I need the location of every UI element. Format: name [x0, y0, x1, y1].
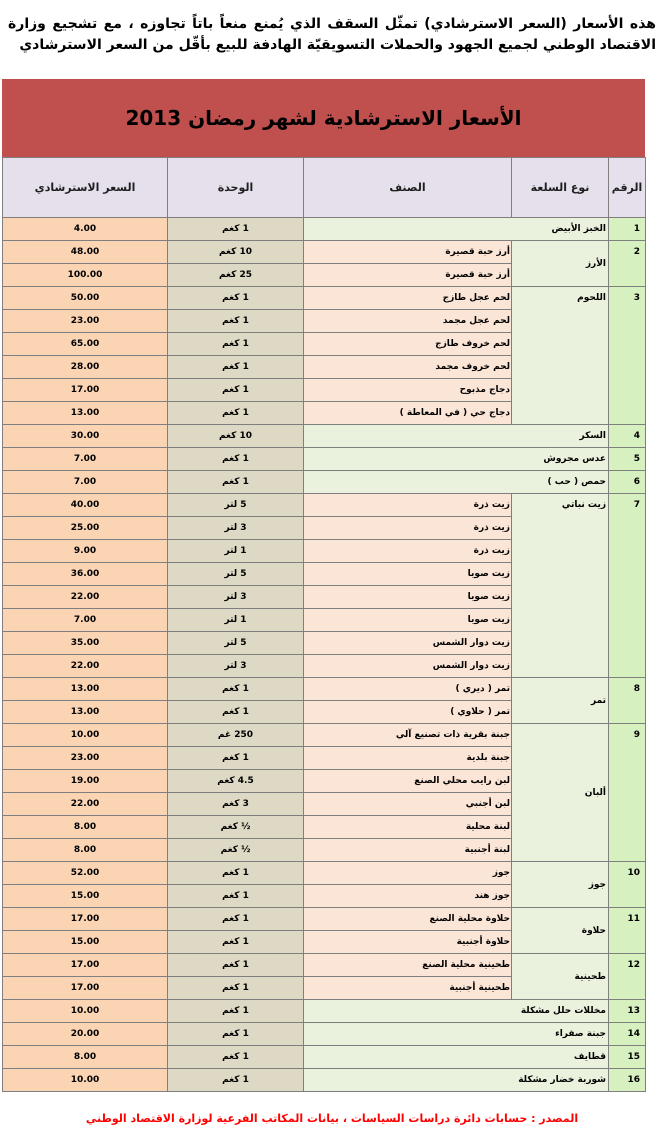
row-number: 15: [609, 1046, 646, 1069]
commodity-type: ألبان: [512, 724, 609, 862]
unit-cell: 1 كغم: [168, 218, 304, 241]
variety-cell: طحينية محلية الصنع: [304, 954, 512, 977]
price-cell: 8.00: [3, 816, 168, 839]
table-header-row: [3, 158, 646, 218]
variety-cell: طحينية أجنبية: [304, 977, 512, 1000]
price-cell: 50.00: [3, 287, 168, 310]
unit-cell: 1 كغم: [168, 678, 304, 701]
unit-cell: 5 لتر: [168, 563, 304, 586]
price-cell: 4.00: [3, 218, 168, 241]
price-cell: 65.00: [3, 333, 168, 356]
unit-cell: 10 كغم: [168, 425, 304, 448]
price-cell: 9.00: [3, 540, 168, 563]
price-cell: 23.00: [3, 310, 168, 333]
variety-cell: تمر ( ديري ): [304, 678, 512, 701]
variety-cell: لحم خروف مجمد: [304, 356, 512, 379]
price-cell: 36.00: [3, 563, 168, 586]
row-number: 2: [609, 241, 646, 287]
variety-cell: أرز حبة قصيرة: [304, 241, 512, 264]
page-title: الأسعار الاسترشادية لشهر رمضان 2013: [125, 106, 522, 130]
commodity-type: شوربة خضار مشكلة: [304, 1069, 609, 1092]
price-cell: 25.00: [3, 517, 168, 540]
row-number: 3: [609, 287, 646, 425]
unit-cell: 1 كغم: [168, 885, 304, 908]
variety-cell: زيت دوار الشمس: [304, 655, 512, 678]
row-number: 8: [609, 678, 646, 724]
price-cell: 8.00: [3, 1046, 168, 1069]
unit-cell: ½ كغم: [168, 816, 304, 839]
header-type: نوع السلعة: [512, 158, 609, 218]
unit-cell: 1 كغم: [168, 356, 304, 379]
unit-cell: 1 كغم: [168, 977, 304, 1000]
row-number: 14: [609, 1023, 646, 1046]
commodity-type: الخبز الأبيض: [304, 218, 609, 241]
unit-cell: 1 كغم: [168, 448, 304, 471]
source-note: المصدر : حسابات دائرة دراسات السياسات ، بيانات المكاتب الفرعية لوزارة الاقتصاد الوطني: [85, 1112, 579, 1125]
variety-cell: لبنة أجنبية: [304, 839, 512, 862]
price-cell: 13.00: [3, 678, 168, 701]
commodity-type: مخللات حلل مشكلة: [304, 1000, 609, 1023]
table-row: [3, 471, 646, 494]
commodity-type: طحينية: [512, 954, 609, 1000]
row-number: 12: [609, 954, 646, 1000]
row-number: 11: [609, 908, 646, 954]
price-cell: 22.00: [3, 655, 168, 678]
price-cell: 17.00: [3, 908, 168, 931]
price-cell: 10.00: [3, 1069, 168, 1092]
row-number: 6: [609, 471, 646, 494]
unit-cell: 1 كغم: [168, 1069, 304, 1092]
unit-cell: 250 غم: [168, 724, 304, 747]
header-price: السعر الاسترشادي: [3, 158, 168, 218]
price-cell: 15.00: [3, 931, 168, 954]
variety-cell: دجاج مذبوح: [304, 379, 512, 402]
unit-cell: 1 كغم: [168, 954, 304, 977]
unit-cell: 1 كغم: [168, 701, 304, 724]
unit-cell: 1 لتر: [168, 609, 304, 632]
price-cell: 52.00: [3, 862, 168, 885]
unit-cell: 1 كغم: [168, 1046, 304, 1069]
unit-cell: 25 كغم: [168, 264, 304, 287]
unit-cell: 3 كغم: [168, 793, 304, 816]
variety-cell: زيت صويا: [304, 563, 512, 586]
price-cell: 7.00: [3, 609, 168, 632]
variety-cell: زيت دوار الشمس: [304, 632, 512, 655]
price-cell: 100.00: [3, 264, 168, 287]
price-cell: 30.00: [3, 425, 168, 448]
unit-cell: 1 كغم: [168, 747, 304, 770]
commodity-type: قطايف: [304, 1046, 609, 1069]
price-cell: 22.00: [3, 586, 168, 609]
price-cell: 28.00: [3, 356, 168, 379]
commodity-type: حلاوة: [512, 908, 609, 954]
variety-cell: حلاوة أجنبية: [304, 931, 512, 954]
variety-cell: تمر ( حلاوي ): [304, 701, 512, 724]
commodity-type: تمر: [512, 678, 609, 724]
unit-cell: 1 كغم: [168, 1023, 304, 1046]
row-number: 7: [609, 494, 646, 678]
table-row: [3, 287, 646, 310]
price-cell: 17.00: [3, 379, 168, 402]
unit-cell: 1 كغم: [168, 379, 304, 402]
price-table: [2, 157, 646, 1092]
price-cell: 8.00: [3, 839, 168, 862]
variety-cell: زيت صويا: [304, 586, 512, 609]
commodity-type: عدس مجروش: [304, 448, 609, 471]
price-cell: 13.00: [3, 701, 168, 724]
price-cell: 17.00: [3, 954, 168, 977]
row-number: 16: [609, 1069, 646, 1092]
commodity-type: حمص ( حب ): [304, 471, 609, 494]
price-cell: 19.00: [3, 770, 168, 793]
price-cell: 13.00: [3, 402, 168, 425]
unit-cell: 3 لتر: [168, 517, 304, 540]
variety-cell: زيت صويا: [304, 609, 512, 632]
price-cell: 7.00: [3, 471, 168, 494]
unit-cell: ½ كغم: [168, 839, 304, 862]
commodity-type: الأرز: [512, 241, 609, 287]
table-body: [3, 218, 646, 1092]
unit-cell: 10 كغم: [168, 241, 304, 264]
table-row: [3, 1023, 646, 1046]
unit-cell: 1 كغم: [168, 862, 304, 885]
variety-cell: دجاج حي ( في المعاطة ): [304, 402, 512, 425]
unit-cell: 3 لتر: [168, 655, 304, 678]
variety-cell: جوز: [304, 862, 512, 885]
unit-cell: 1 لتر: [168, 540, 304, 563]
variety-cell: زيت ذرة: [304, 494, 512, 517]
variety-cell: لحم عجل مجمد: [304, 310, 512, 333]
price-cell: 40.00: [3, 494, 168, 517]
row-number: 13: [609, 1000, 646, 1023]
commodity-type: زيت نباتي: [512, 494, 609, 678]
table-row: [3, 1069, 646, 1092]
table-row: [3, 678, 646, 701]
table-row: [3, 494, 646, 517]
header-variety: الصنف: [304, 158, 512, 218]
unit-cell: 1 كغم: [168, 1000, 304, 1023]
commodity-type: السكر: [304, 425, 609, 448]
variety-cell: لبنة محلية: [304, 816, 512, 839]
variety-cell: لبن رايب محلي الصنع: [304, 770, 512, 793]
table-row: [3, 448, 646, 471]
variety-cell: زيت ذرة: [304, 517, 512, 540]
price-cell: 10.00: [3, 1000, 168, 1023]
row-number: 10: [609, 862, 646, 908]
unit-cell: 1 كغم: [168, 287, 304, 310]
price-cell: 22.00: [3, 793, 168, 816]
title-banner: [2, 79, 645, 157]
unit-cell: 1 كغم: [168, 471, 304, 494]
variety-cell: جبنة بلدية: [304, 747, 512, 770]
commodity-type: جوز: [512, 862, 609, 908]
price-cell: 35.00: [3, 632, 168, 655]
price-cell: 48.00: [3, 241, 168, 264]
row-number: 9: [609, 724, 646, 862]
unit-cell: 5 لتر: [168, 632, 304, 655]
variety-cell: أرز حبة قصيرة: [304, 264, 512, 287]
variety-cell: لحم خروف طازج: [304, 333, 512, 356]
unit-cell: 1 كغم: [168, 402, 304, 425]
unit-cell: 5 لتر: [168, 494, 304, 517]
unit-cell: 3 لتر: [168, 586, 304, 609]
unit-cell: 1 كغم: [168, 908, 304, 931]
row-number: 4: [609, 425, 646, 448]
table-row: [3, 425, 646, 448]
intro-paragraph: هذه الأسعار (السعر الاسترشادي) تمثّل السقف الذي يُمنع منعاً باتاً تجاوزه ، مع تشجيع وزارة الاقتصاد الوطني لجميع الجهود والحملات التسويقيّة الهادفة للبيع بأقّل من السعر الاسترشادي: [8, 16, 656, 53]
price-cell: 17.00: [3, 977, 168, 1000]
header-unit: الوحدة: [168, 158, 304, 218]
table-row: [3, 241, 646, 264]
variety-cell: لبن أجنبي: [304, 793, 512, 816]
table-row: [3, 218, 646, 241]
table-row: [3, 954, 646, 977]
table-row: [3, 908, 646, 931]
price-cell: 20.00: [3, 1023, 168, 1046]
price-cell: 23.00: [3, 747, 168, 770]
price-cell: 10.00: [3, 724, 168, 747]
unit-cell: 1 كغم: [168, 333, 304, 356]
commodity-type: اللحوم: [512, 287, 609, 425]
variety-cell: جبنة بقرية ذات تصنيع آلي: [304, 724, 512, 747]
table-row: [3, 1000, 646, 1023]
row-number: 5: [609, 448, 646, 471]
unit-cell: 1 كغم: [168, 310, 304, 333]
unit-cell: 4.5 كغم: [168, 770, 304, 793]
unit-cell: 1 كغم: [168, 931, 304, 954]
variety-cell: لحم عجل طازج: [304, 287, 512, 310]
variety-cell: زيت ذرة: [304, 540, 512, 563]
price-cell: 15.00: [3, 885, 168, 908]
commodity-type: جبنة صفراء: [304, 1023, 609, 1046]
row-number: 1: [609, 218, 646, 241]
table-row: [3, 724, 646, 747]
header-number: الرقم: [609, 158, 646, 218]
table-row: [3, 1046, 646, 1069]
variety-cell: حلاوة محلية الصنع: [304, 908, 512, 931]
price-cell: 7.00: [3, 448, 168, 471]
variety-cell: جوز هند: [304, 885, 512, 908]
table-row: [3, 862, 646, 885]
